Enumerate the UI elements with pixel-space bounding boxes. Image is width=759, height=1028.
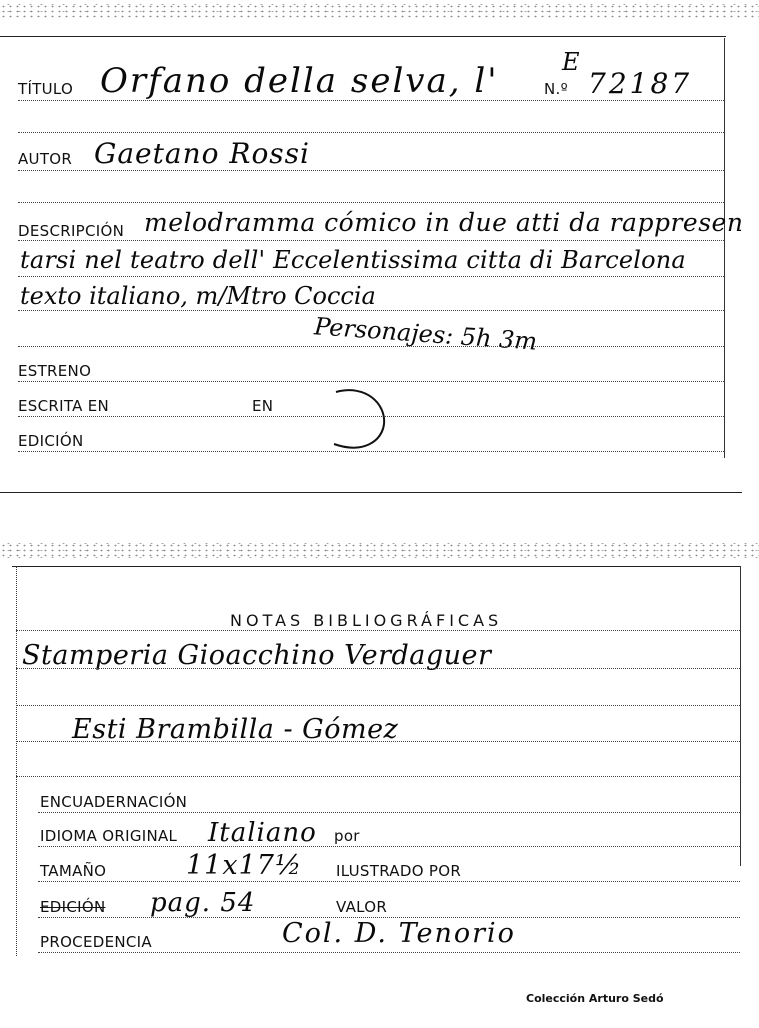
tamano-label: TAMAÑO (40, 862, 107, 880)
notas-rule-2 (16, 668, 740, 669)
personajes-value: Personajes: 5h 3m (313, 312, 539, 356)
descripcion-rule-3 (18, 310, 724, 311)
punch-hole-mark (326, 384, 390, 456)
rule-4 (18, 202, 724, 203)
estreno-label: ESTRENO (18, 362, 92, 380)
ilustrado-label: ILUSTRADO POR (336, 862, 462, 880)
descripcion-line-3: texto italiano, m/Mtro Coccia (20, 282, 376, 310)
en-label: EN (252, 397, 274, 415)
nota-line-2: Esti Brambilla - Gómez (72, 714, 399, 745)
edicion-top-label: EDICIÓN (18, 432, 84, 450)
descripcion-label: DESCRIPCIÓN (18, 222, 125, 240)
numero-label: N.º (544, 80, 568, 98)
procedencia-label: PROCEDENCIA (40, 933, 152, 951)
notas-rule-5 (16, 776, 740, 777)
collection-footer: Colección Arturo Sedó (526, 992, 664, 1005)
autor-rule (18, 170, 724, 171)
descripcion-line-1: melodramma cómico in due atti da rappresen (144, 208, 744, 237)
bottom-card-top-border (12, 566, 740, 567)
encuadernacion-label: ENCUADERNACIÓN (40, 793, 188, 811)
bottom-card-right-border (740, 566, 741, 866)
numero-prefix: E (562, 48, 580, 76)
descripcion-rule-2 (18, 276, 724, 277)
numero-value: 72187 (588, 67, 693, 100)
procedencia-value: Col. D. Tenorio (282, 918, 516, 949)
descripcion-rule-1 (18, 240, 724, 241)
rule-2 (18, 132, 724, 133)
idioma-label: IDIOMA ORIGINAL (40, 827, 178, 845)
top-edge-speckle (0, 4, 759, 18)
valor-label: VALOR (336, 898, 388, 916)
bottom-card-left-border (16, 566, 17, 956)
top-card-bottom-edge (0, 492, 742, 493)
escrita-en-label: ESCRITA EN (18, 397, 110, 415)
por-label: por (334, 827, 360, 845)
edicion-bottom-value: pag. 54 (150, 888, 256, 918)
nota-line-1: Stamperia Gioacchino Verdaguer (22, 640, 492, 671)
notas-rule-1 (16, 630, 740, 631)
top-card-right-border (724, 38, 725, 458)
titulo-value: Orfano della selva, l' (100, 61, 499, 101)
notas-heading: NOTAS BIBLIOGRÁFICAS (230, 611, 503, 630)
encuadernacion-rule (38, 812, 740, 813)
bottom-edge-speckle (0, 543, 759, 559)
autor-value: Gaetano Rossi (94, 137, 310, 170)
notas-rule-3 (16, 705, 740, 706)
personajes-rule (18, 346, 724, 347)
tamano-rule (38, 881, 740, 882)
idioma-value: Italiano (208, 818, 317, 848)
titulo-rule (18, 100, 724, 101)
autor-label: AUTOR (18, 150, 73, 168)
titulo-label: TÍTULO (18, 80, 74, 98)
descripcion-line-2: tarsi nel teatro dell' Eccelentissima citta di Barcelona (20, 246, 686, 274)
top-card-top-border (0, 36, 726, 37)
tamano-value: 11x17½ (186, 850, 303, 881)
idioma-rule (38, 846, 740, 847)
notas-rule-4 (16, 741, 740, 742)
procedencia-rule (38, 952, 740, 953)
estreno-rule (18, 381, 724, 382)
edicion-bottom-label: EDICIÓN (40, 898, 106, 916)
